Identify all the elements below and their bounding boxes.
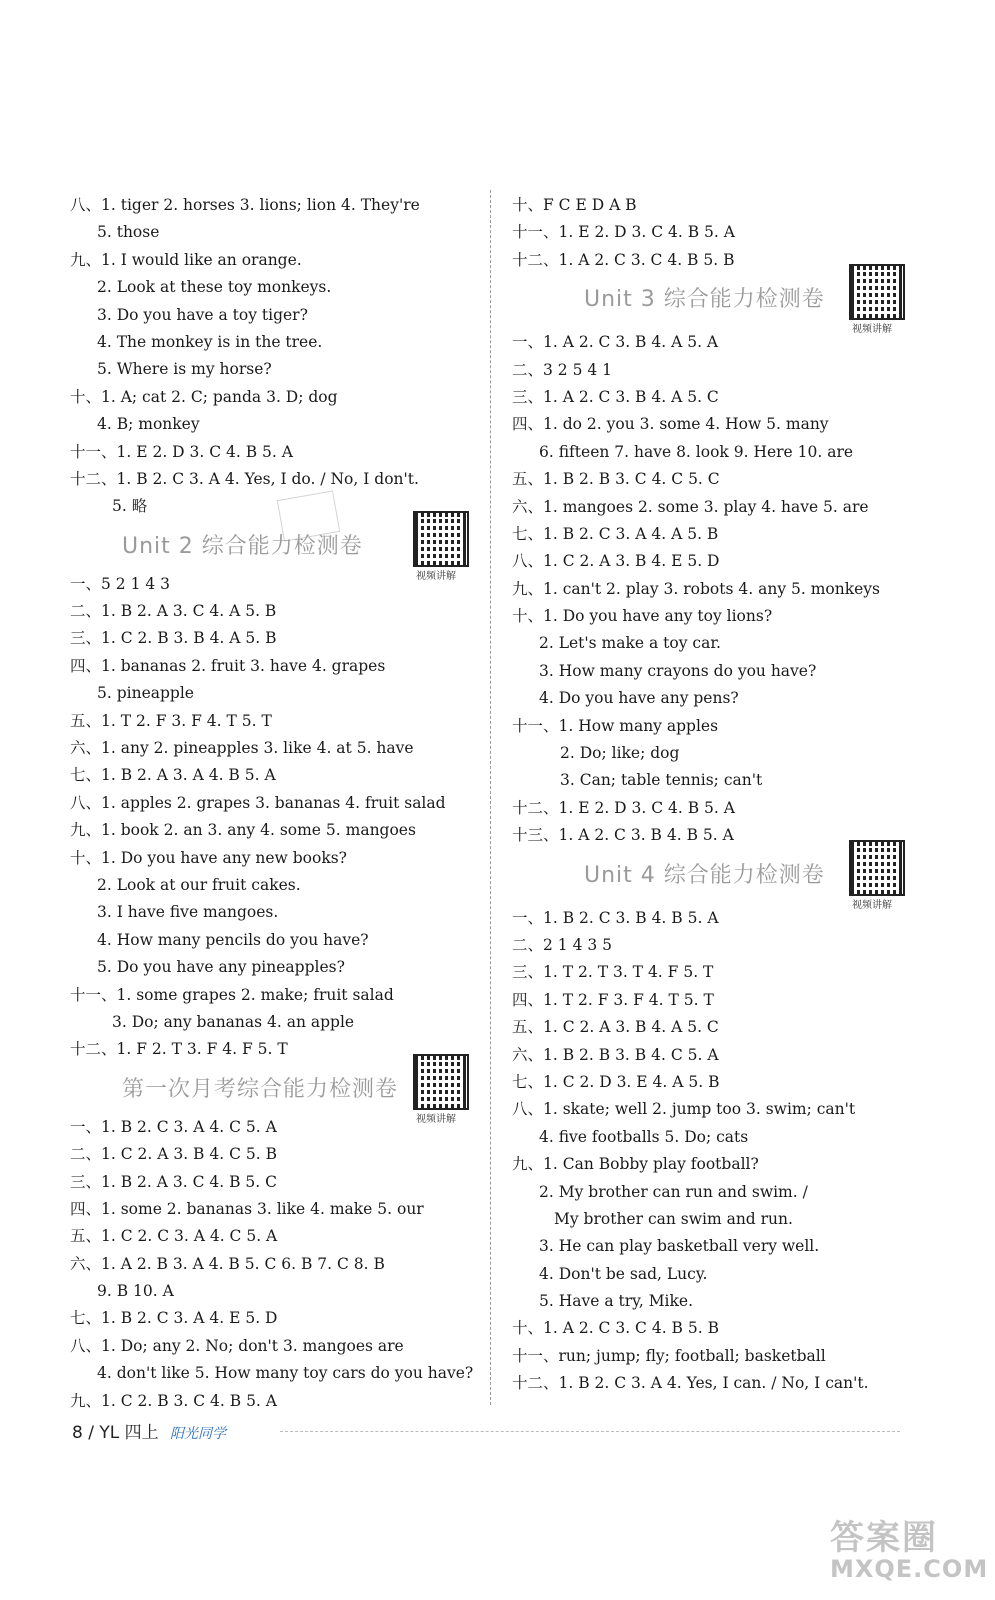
answer-line: 5. 略 <box>112 497 148 516</box>
answer-line: 一、5 2 1 4 3 <box>70 574 171 593</box>
answer-line: 九、1. Can Bobby play football? <box>512 1155 759 1174</box>
answer-line: 2. Let's make a toy car. <box>539 634 721 653</box>
answer-line: 六、1. B 2. B 3. B 4. C 5. A <box>512 1045 719 1064</box>
answer-line: 三、1. T 2. T 3. T 4. F 5. T <box>512 963 714 982</box>
answer-line: 4. Do you have any pens? <box>539 689 739 708</box>
answer-line: 3. Do; any bananas 4. an apple <box>112 1012 355 1031</box>
answer-line: 四、1. some 2. bananas 3. like 4. make 5. our <box>70 1199 424 1218</box>
answer-line: 十二、1. B 2. C 3. A 4. Yes, I do. / No, I don't. <box>70 469 419 488</box>
answer-line: 十一、1. How many apples <box>512 716 719 735</box>
left-column <box>70 192 474 1415</box>
answer-line: 4. B; monkey <box>97 415 200 434</box>
section-heading-block <box>70 521 470 582</box>
answer-line: 八、1. Do; any 2. No; don't 3. mangoes are <box>70 1336 404 1355</box>
answer-line: 3. Can; table tennis; can't <box>560 771 763 790</box>
answer-line: 9. B 10. A <box>97 1282 174 1301</box>
answer-line: 四、1. do 2. you 3. some 4. How 5. many <box>512 415 829 434</box>
page-number: 8 / YL 四上 <box>72 1423 159 1443</box>
answer-line: 一、1. A 2. C 3. B 4. A 5. A <box>512 333 719 352</box>
answer-line: 五、1. C 2. A 3. B 4. A 5. C <box>512 1018 719 1037</box>
answer-line: 3. How many crayons do you have? <box>539 661 817 680</box>
answer-line: 九、1. C 2. B 3. C 4. B 5. A <box>70 1391 277 1410</box>
answer-line: 三、1. B 2. A 3. C 4. B 5. C <box>70 1172 277 1191</box>
answer-line: 十三、1. A 2. C 3. B 4. B 5. A <box>512 826 734 845</box>
answer-line: 十一、1. E 2. D 3. C 4. B 5. A <box>70 442 293 461</box>
section-title: 第一次月考综合能力检测卷 <box>122 1076 399 1102</box>
answer-line: 5. Do you have any pineapples? <box>97 958 345 977</box>
answer-line: 八、1. tiger 2. horses 3. lions; lion 4. They're <box>70 196 420 214</box>
answer-line: 一、1. B 2. C 3. A 4. C 5. A <box>70 1117 277 1136</box>
answer-line: 十、1. A 2. C 3. C 4. B 5. B <box>512 1319 719 1338</box>
answer-line: 八、1. apples 2. grapes 3. bananas 4. fruit salad <box>70 793 446 812</box>
answer-line: 3. Do you have a toy tiger? <box>97 305 308 324</box>
answer-line: 七、1. B 2. C 3. A 4. A 5. B <box>512 524 719 543</box>
answer-line: 5. pineapple <box>97 684 194 703</box>
section-title: Unit 2 综合能力检测卷 <box>122 533 363 559</box>
answer-line: 三、1. C 2. B 3. B 4. A 5. B <box>70 629 277 648</box>
section-heading-block <box>512 850 917 911</box>
answer-line: 2. Do; like; dog <box>560 744 680 763</box>
answer-line: 十、1. Do you have any new books? <box>70 848 347 867</box>
qr-code-icon[interactable] <box>849 840 905 896</box>
answer-line: 5. Have a try, Mike. <box>539 1292 694 1311</box>
qr-label: 视频讲解 <box>416 570 456 582</box>
qr-code-icon[interactable] <box>849 264 905 320</box>
answer-line: 2. My brother can run and swim. / <box>539 1182 808 1201</box>
section-heading-block <box>512 274 917 336</box>
answer-line: 4. How many pencils do you have? <box>97 930 369 949</box>
answer-line: 十一、run; jump; fly; football; basketball <box>512 1346 826 1365</box>
answer-line: 2. Look at these toy monkeys. <box>97 278 332 297</box>
qr-code-icon[interactable] <box>413 511 469 567</box>
answer-line: 2. Look at our fruit cakes. <box>97 875 301 894</box>
answer-line: 十一、1. E 2. D 3. C 4. B 5. A <box>512 223 735 242</box>
answer-line: 五、1. T 2. F 3. F 4. T 5. T <box>70 711 272 730</box>
answer-line: 6. fifteen 7. have 8. look 9. Here 10. are <box>539 442 854 461</box>
answer-line: 五、1. B 2. B 3. C 4. C 5. C <box>512 470 720 489</box>
answer-line: 4. The monkey is in the tree. <box>97 332 323 351</box>
answer-line: 十、1. A; cat 2. C; panda 3. D; dog <box>70 387 338 406</box>
watermark-line1: 答案圈 <box>830 1518 938 1558</box>
qr-code-icon[interactable] <box>413 1054 469 1110</box>
answer-line: 十一、1. some grapes 2. make; fruit salad <box>70 985 394 1004</box>
answer-line: 4. don't like 5. How many toy cars do you have? <box>97 1364 474 1383</box>
answer-line: 十二、1. B 2. C 3. A 4. Yes, I can. / No, I can't. <box>512 1374 869 1393</box>
qr-label: 视频讲解 <box>852 324 892 336</box>
answer-line: 四、1. bananas 2. fruit 3. have 4. grapes <box>70 656 386 675</box>
section-title: Unit 4 综合能力检测卷 <box>584 862 825 888</box>
qr-label: 视频讲解 <box>416 1113 456 1125</box>
answer-line: 八、1. skate; well 2. jump too 3. swim; can't <box>512 1100 856 1119</box>
answer-line: 十、1. Do you have any toy lions? <box>512 607 773 626</box>
section-heading-block <box>70 1064 470 1125</box>
answer-line: 一、1. B 2. C 3. B 4. B 5. A <box>512 908 719 927</box>
section-title: Unit 3 综合能力检测卷 <box>584 287 825 313</box>
right-column <box>512 192 917 1398</box>
answer-line: 十二、1. E 2. D 3. C 4. B 5. A <box>512 798 735 817</box>
brand-logo: 阳光同学 <box>170 1426 227 1442</box>
answer-line: 4. five footballs 5. Do; cats <box>539 1127 749 1146</box>
answer-line: 五、1. C 2. C 3. A 4. C 5. A <box>70 1227 278 1246</box>
answer-line: 十、F C E D A B <box>512 196 637 214</box>
answer-line: 5. Where is my horse? <box>97 360 272 379</box>
answer-line: 十二、1. A 2. C 3. C 4. B 5. B <box>512 250 735 269</box>
footer-rule <box>280 1431 900 1432</box>
answer-line: 九、1. can't 2. play 3. robots 4. any 5. monkeys <box>512 579 881 598</box>
answer-line: 二、1. C 2. A 3. B 4. C 5. B <box>70 1145 277 1164</box>
answer-line: 5. those <box>97 223 160 242</box>
answer-line: 四、1. T 2. F 3. F 4. T 5. T <box>512 990 714 1009</box>
answer-line: 九、1. I would like an orange. <box>70 250 302 269</box>
answer-line: 4. Don't be sad, Lucy. <box>539 1264 708 1283</box>
answer-line: 七、1. B 2. C 3. A 4. E 5. D <box>70 1309 278 1328</box>
watermark-line2: MXQE.COM <box>830 1555 989 1583</box>
answer-line: 二、3 2 5 4 1 <box>512 360 613 379</box>
answer-line: 三、1. A 2. C 3. B 4. A 5. C <box>512 387 719 406</box>
answer-line: 八、1. C 2. A 3. B 4. E 5. D <box>512 552 720 571</box>
column-divider <box>490 190 491 1405</box>
watermark <box>830 1510 988 1583</box>
qr-label: 视频讲解 <box>852 899 892 911</box>
answer-line: 六、1. mangoes 2. some 3. play 4. have 5. are <box>512 497 869 516</box>
answer-line: 3. He can play basketball very well. <box>539 1237 820 1256</box>
answer-line: 七、1. C 2. D 3. E 4. A 5. B <box>512 1072 720 1091</box>
answer-line: 六、1. A 2. B 3. A 4. B 5. C 6. B 7. C 8. B <box>70 1254 385 1273</box>
answer-line: My brother can swim and run. <box>554 1209 793 1228</box>
answer-line: 七、1. B 2. A 3. A 4. B 5. A <box>70 766 276 785</box>
answer-line: 二、2 1 4 3 5 <box>512 935 613 954</box>
answer-line: 九、1. book 2. an 3. any 4. some 5. mangoes <box>70 821 416 840</box>
page-footer <box>72 1418 226 1443</box>
answer-line: 3. I have five mangoes. <box>97 903 279 922</box>
answer-line: 十二、1. F 2. T 3. F 4. F 5. T <box>70 1040 288 1059</box>
answer-line: 六、1. any 2. pineapples 3. like 4. at 5. have <box>70 739 414 758</box>
answer-line: 二、1. B 2. A 3. C 4. A 5. B <box>70 602 277 621</box>
